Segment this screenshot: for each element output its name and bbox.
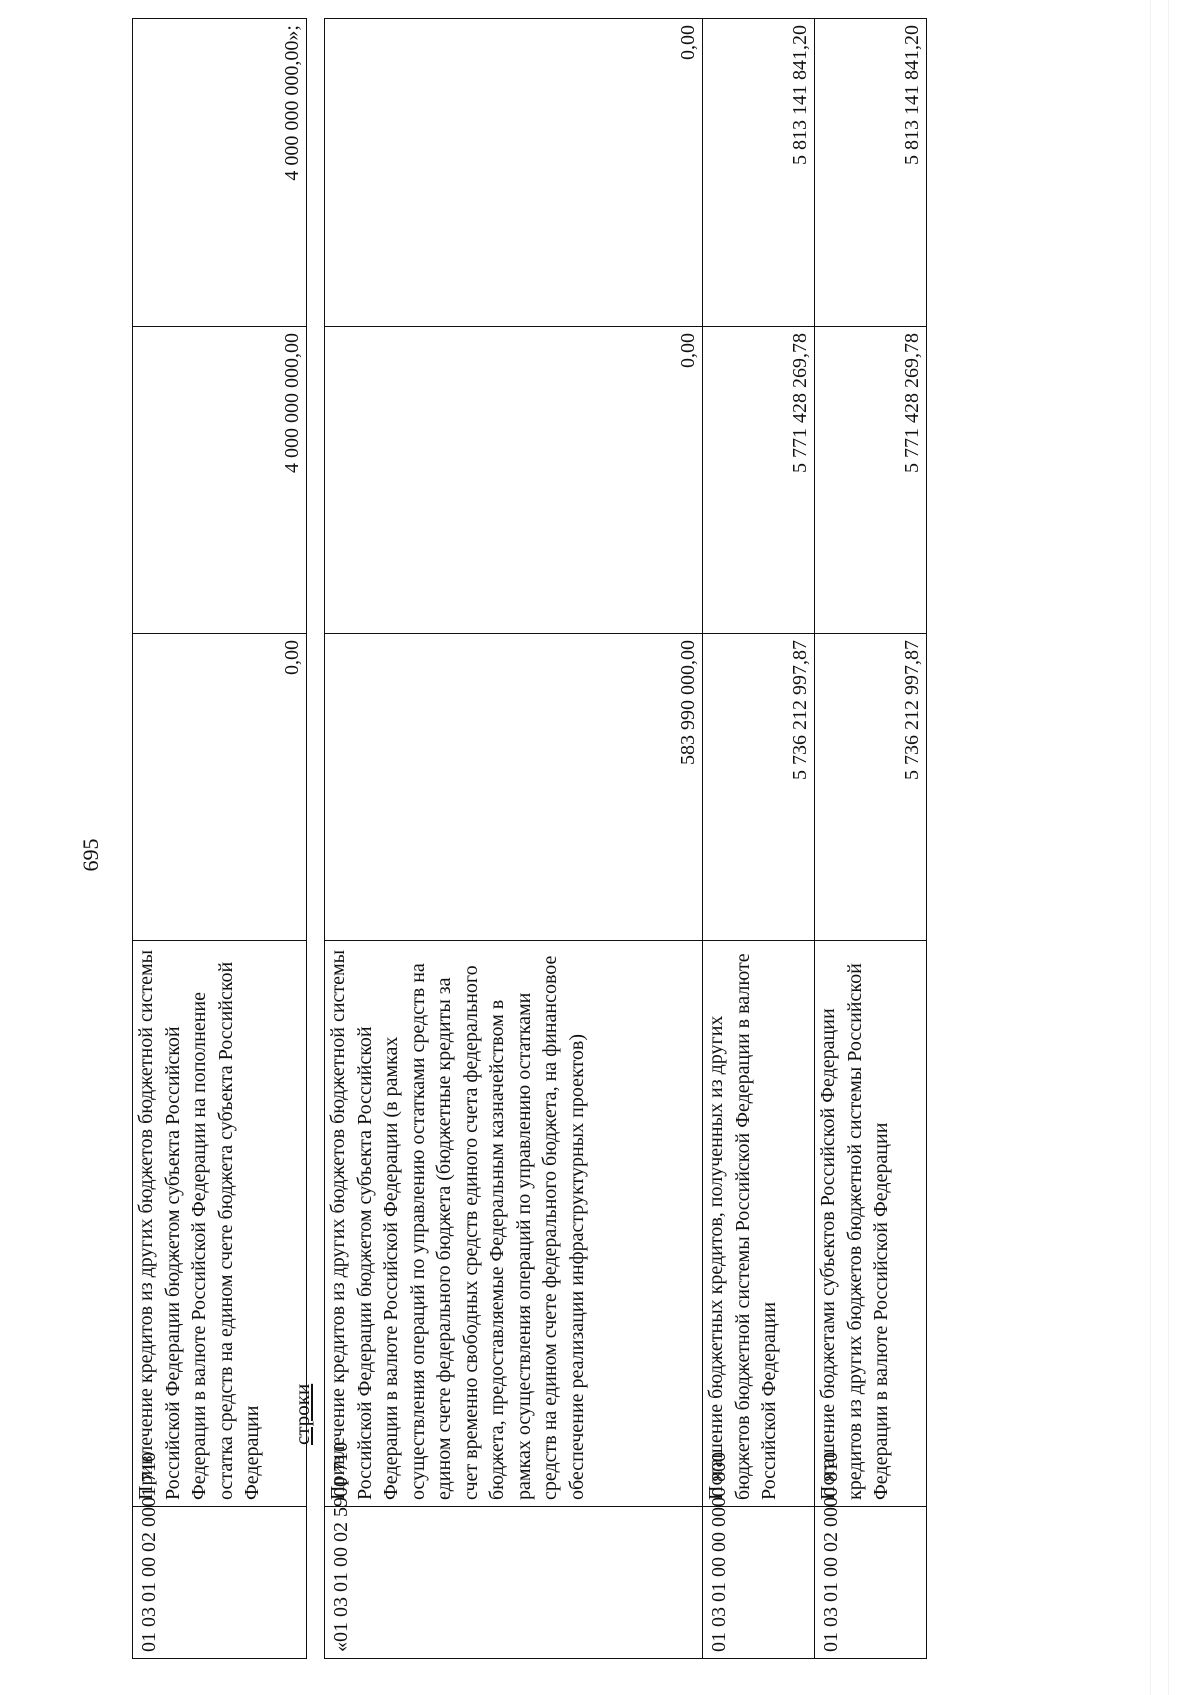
row-value-2: 5 771 428 269,78 bbox=[703, 327, 815, 634]
row-code: 01 03 01 00 02 0000 810 bbox=[815, 1507, 927, 1659]
budget-table-top bbox=[132, 18, 307, 1659]
row-value-1: 5 736 212 997,87 bbox=[815, 634, 927, 941]
row-description: Привлечение кредитов из других бюджетов бюджетной системы Российской Федерации бюджетом субъекта Российской Федерации в валюте Российской Федерации (в рамках осуществления операций по управлению остатками средств на едином счете федерального бюджета (бюджетные кредиты за счет временно свободных средств единого счета федерального бюджета, предоставляемые Федеральным казначейством в рамках осуществления операций по управлению остатками средств на едином счете федерального бюджета, на финансовое обеспечение реализации инфраструктурных проектов) bbox=[325, 941, 703, 1507]
table-row bbox=[325, 19, 703, 1659]
row-code: «01 03 01 00 02 5900 710 bbox=[325, 1507, 703, 1659]
row-code: 01 03 01 00 02 0001 710 bbox=[133, 1507, 307, 1659]
row-description: Погашение бюджетных кредитов, полученных из других бюджетов бюджетной системы Российской Федерации в валюте Российской Федерации bbox=[703, 941, 815, 1507]
row-value-2: 4 000 000 000,00 bbox=[133, 327, 307, 634]
scan-artifact bbox=[1168, 0, 1169, 1695]
row-value-1: 5 736 212 997,87 bbox=[703, 634, 815, 941]
row-value-1: 583 990 000,00 bbox=[325, 634, 703, 941]
row-value-3: 4 000 000 000,00»; bbox=[133, 19, 307, 327]
scan-artifact bbox=[1150, 0, 1151, 1695]
row-value-3: 5 813 141 841,20 bbox=[815, 19, 927, 327]
table-row bbox=[133, 19, 307, 1659]
row-value-2: 0,00 bbox=[325, 327, 703, 634]
interlude-label: строки bbox=[290, 1383, 314, 1445]
row-description: Привлечение кредитов из других бюджетов бюджетной системы Российской Федерации бюджетом субъекта Российской Федерации в валюте Российской Федерации на пополнение остатка средств на едином счете бюджета субъекта Российской Федерации bbox=[133, 941, 307, 1507]
table-row bbox=[815, 19, 927, 1659]
budget-table-bottom bbox=[324, 18, 927, 1659]
row-value-2: 5 771 428 269,78 bbox=[815, 327, 927, 634]
page-number: 695 bbox=[78, 838, 103, 872]
table-row bbox=[703, 19, 815, 1659]
row-value-3: 5 813 141 841,20 bbox=[703, 19, 815, 327]
row-code: 01 03 01 00 00 0000 800 bbox=[703, 1507, 815, 1659]
row-value-3: 0,00 bbox=[325, 19, 703, 327]
row-value-1: 0,00 bbox=[133, 634, 307, 941]
row-description: Погашение бюджетами субъектов Российской Федерации кредитов из других бюджетов бюджетной системы Российской Федерации в валюте Российской Федерации bbox=[815, 941, 927, 1507]
